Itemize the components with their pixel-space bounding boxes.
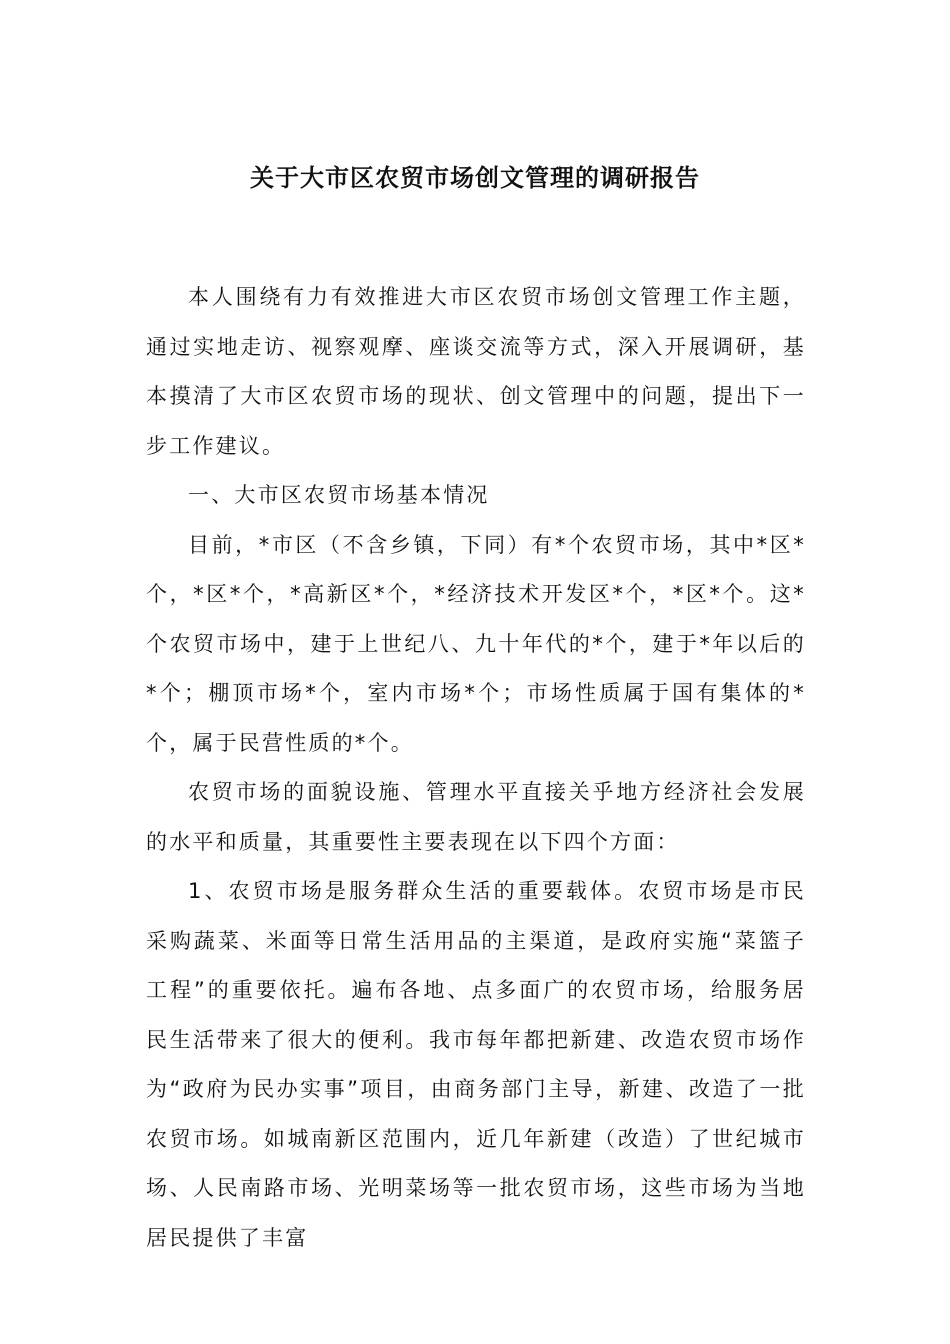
market-stats-paragraph: 目前，*市区（不含乡镇，下同）有*个农贸市场，其中*区*个，*区*个，*高新区*个，*经济技术开发区*个，*区*个。这*个农贸市场中，建于上世纪八、九十年代的*个，建于*年以后的*个；棚顶市场*个，室内市场*个；市场性质属于国有集体的*个，属于民营性质的*个。 [146,532,806,755]
document-body [146,273,806,1263]
point-1-paragraph: 1、农贸市场是服务群众生活的重要载体。农贸市场是市民采购蔬菜、米面等日常生活用品的主渠道，是政府实施“菜篮子工程”的重要依托。遍布各地、点多面广的农贸市场，给服务居民生活带来了很大的便利。我市每年都把新建、改造农贸市场作为“政府为民办实事”项目，由商务部门主导，新建、改造了一批农贸市场。如城南新区范围内，近几年新建（改造）了世纪城市场、人民南路市场、光明菜场等一批农贸市场，这些市场为当地居民提供了丰富 [146,879,806,1250]
importance-intro-paragraph: 农贸市场的面貌设施、管理水平直接关乎地方经济社会发展的水平和质量，其重要性主要表现在以下四个方面： [146,780,806,854]
document-title: 关于大市区农贸市场创文管理的调研报告 [250,163,700,192]
section-heading-1: 一、大市区农贸市场基本情况 [188,483,490,507]
intro-paragraph: 本人围绕有力有效推进大市区农贸市场创文管理工作主题，通过实地走访、视察观摩、座谈交流等方式，深入开展调研，基本摸清了大市区农贸市场的现状、创文管理中的问题，提出下一步工作建议。 [146,285,806,458]
